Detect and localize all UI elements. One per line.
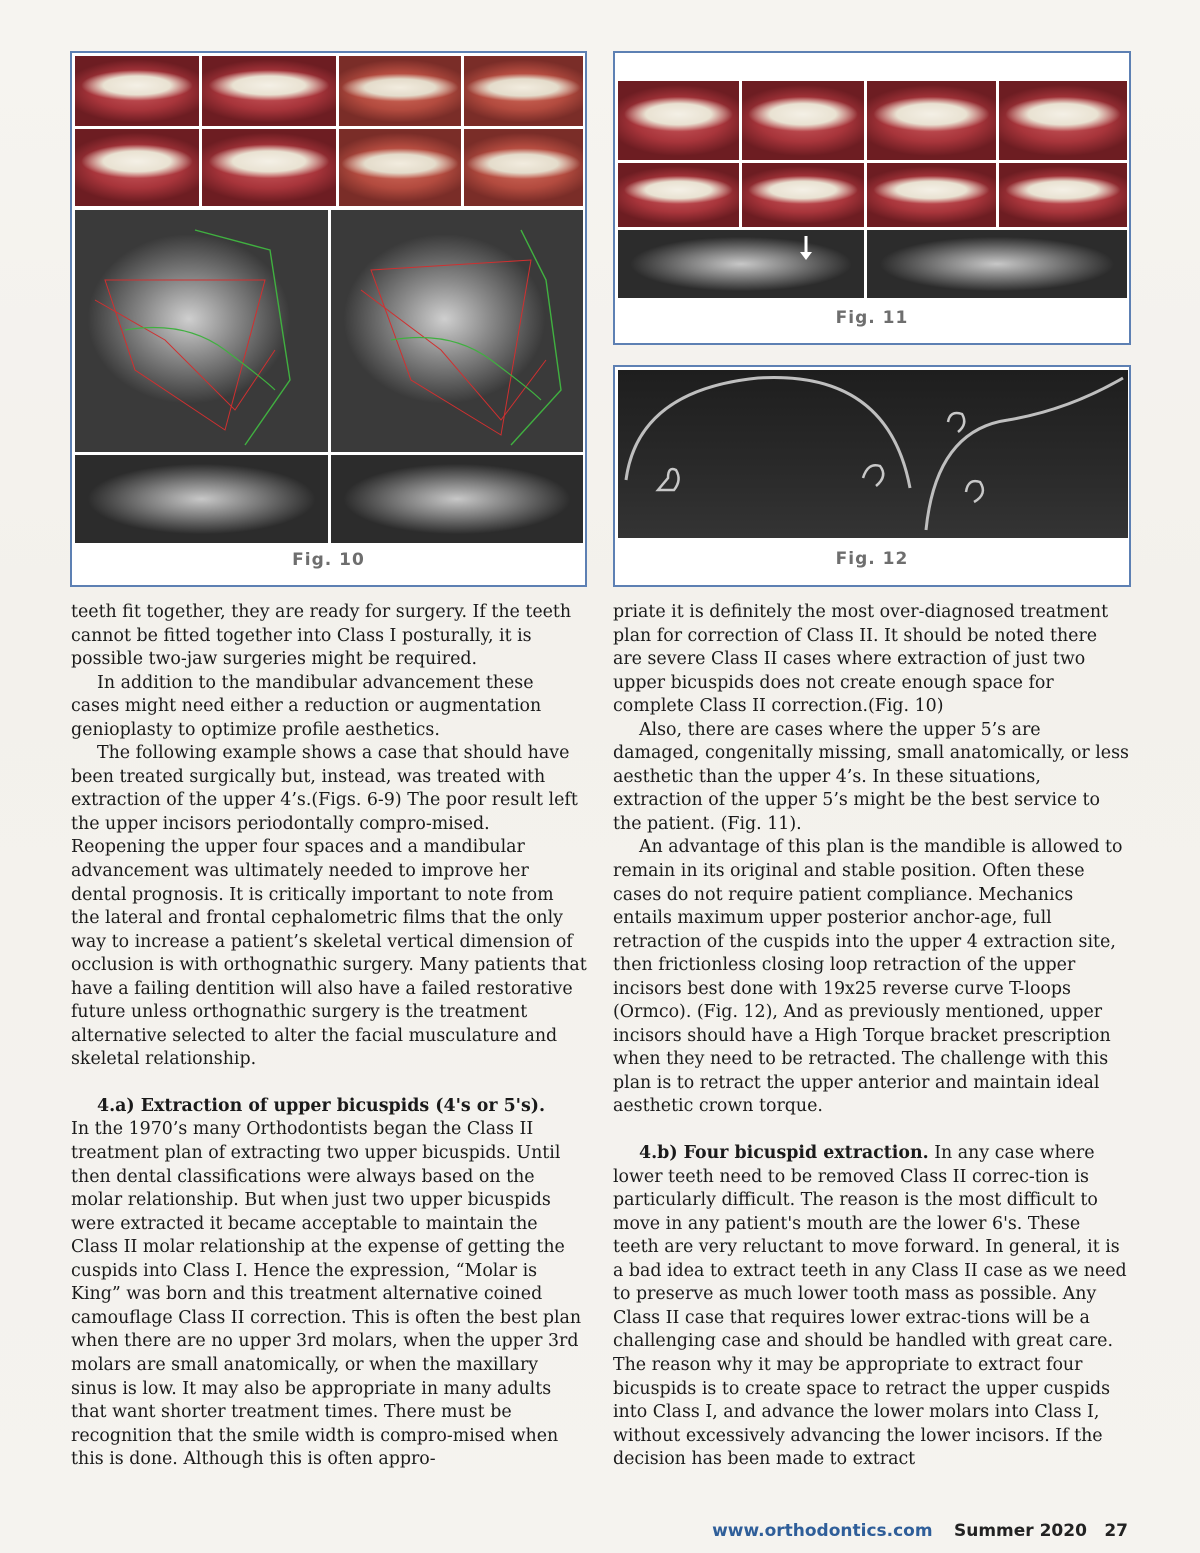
cephalometric-tracing bbox=[75, 210, 328, 452]
intraoral-photo bbox=[999, 163, 1127, 227]
intraoral-photo bbox=[339, 129, 461, 206]
panoramic-xray bbox=[331, 455, 583, 543]
intraoral-photo bbox=[339, 56, 461, 126]
paragraph-text: In any case where lower teeth need to be removed Class II correc-tion is particularly difficult. The reason is the most difficult to move in any patient's mouth are the lower 6's. These teeth are very reluctant to move forward. In general, it is a bad idea to extract teeth in any Class II case as we need to preserve as much lower tooth mass as possible. Any Class II case that requires lower extrac-tions will be a challenging case and should be handled with great care. The reason why it may be appropriate to extract four bicuspids is to create space to retract the upper cuspids into Class I, and advance the lower molars into Class I, without excessively advancing the lower incisors. If the decision has been made to extract bbox=[613, 1143, 1127, 1470]
right-column bbox=[613, 601, 1129, 1472]
figure-caption: Fig. 11 bbox=[835, 308, 909, 328]
panoramic-xray bbox=[618, 230, 864, 298]
panoramic-xray bbox=[867, 230, 1127, 298]
cephalometric-tracing bbox=[331, 210, 583, 452]
paragraph bbox=[613, 1142, 1129, 1472]
archwire-illustration bbox=[618, 370, 1128, 538]
paragraph: priate it is definitely the most over-diagnosed treatment plan for correction of Class II. It should be noted there are severe Class II cases where extraction of just two upper bicuspids does not create enough space for complete Class II correction.(Fig. 10) bbox=[613, 602, 1109, 717]
intraoral-photo bbox=[867, 81, 996, 160]
figure-11 bbox=[613, 51, 1131, 345]
intraoral-photo bbox=[999, 81, 1127, 160]
intraoral-photo bbox=[867, 163, 996, 227]
intraoral-photo bbox=[202, 56, 336, 126]
cephalometric-xray bbox=[331, 210, 583, 452]
figure-10 bbox=[70, 51, 587, 587]
figure-caption: Fig. 10 bbox=[292, 550, 365, 570]
intraoral-photo bbox=[202, 129, 336, 206]
paragraph: In the 1970’s many Orthodontists began the Class II treatment plan of extracting two upper bicuspids. Until then dental classifications were always based on the molar relationship. But when just two upper bicuspids were extracted it became acceptable to maintain the Class II molar relationship at the expense of getting the cuspids into Class I. Hence the expression, “Molar is King” was born and this treatment alternative coined camouflage Class II correction. This is often the best plan when there are no upper 3rd molars, when the upper 3rd molars are small anatomically, or when the maxillary sinus is low. It may also be appropriate in many adults that want shorter treatment times. There must be recognition that the smile width is compro-mised when this is done. Although this is often appro- bbox=[71, 1119, 582, 1470]
t-loop-archwire-photo bbox=[618, 370, 1128, 538]
intraoral-photo bbox=[75, 129, 199, 206]
panoramic-xray bbox=[75, 455, 328, 543]
cephalometric-xray bbox=[75, 210, 328, 452]
intraoral-photo bbox=[742, 163, 864, 227]
page-footer bbox=[712, 1521, 1128, 1541]
website-link[interactable]: www.orthodontics.com bbox=[712, 1521, 933, 1541]
intraoral-photo bbox=[464, 56, 583, 126]
intraoral-photo bbox=[464, 129, 583, 206]
issue-label: Summer 2020 bbox=[954, 1521, 1087, 1541]
figure-caption: Fig. 12 bbox=[835, 549, 909, 569]
section-heading: 4.a) Extraction of upper bicuspids (4's or 5's). bbox=[97, 1095, 546, 1116]
intraoral-photo bbox=[742, 81, 864, 160]
page-number: 27 bbox=[1104, 1521, 1128, 1541]
left-column bbox=[71, 601, 587, 1472]
intraoral-photo bbox=[75, 56, 199, 126]
paragraph: Also, there are cases where the upper 5’s are damaged, congenitally missing, small anatomically, or less aesthetic than the upper 4’s. In these situations, extraction of the upper 5’s might be the best service to the patient. (Fig. 11). bbox=[613, 719, 1129, 834]
intraoral-photo bbox=[618, 163, 739, 227]
arrow-down-icon bbox=[618, 230, 864, 298]
section-heading: 4.b) Four bicuspid extraction. bbox=[639, 1143, 929, 1164]
paragraph: In addition to the mandibular advancement these cases might need either a reduction or augmentation genioplasty to optimize profile aesthetics. bbox=[71, 672, 542, 740]
paragraph: An advantage of this plan is the mandible is allowed to remain in its original and stable position. Often these cases do not require patient compliance. Mechanics entails maximum upper posterior anchor-age, full retraction of the cuspids into the upper 4 extraction site, then frictionless closing loop retraction of the upper incisors best done with 19x25 reverse curve T-loops (Ormco). (Fig. 12), And as previously mentioned, upper incisors should have a High Torque bracket prescription when they need to be retracted. The challenge with this plan is to retract the upper anterior and maintain ideal aesthetic crown torque. bbox=[613, 837, 1123, 1117]
figure-12 bbox=[613, 365, 1131, 587]
intraoral-photo bbox=[618, 81, 739, 160]
paragraph: The following example shows a case that should have been treated surgically but, instead, was treated with extraction of the upper 4’s.(Figs. 6-9) The poor result left the upper incisors periodontally compro-mised. Reopening the upper four spaces and a mandibular advancement was ultimately needed to improve her dental prognosis. It is critically important to note from the lateral and frontal cephalometric films that the only way to increase a patient’s skeletal vertical dimension of occlusion is with orthognathic surgery. Many patients that have a failing dentition will also have a failed restorative future unless orthognathic surgery is the treatment alternative selected to alter the facial musculature and skeletal relationship. bbox=[71, 743, 587, 1070]
paragraph: teeth fit together, they are ready for surgery. If the teeth cannot be fitted together into Class I posturally, it is possible two-jaw surgeries might be required. bbox=[71, 602, 572, 670]
